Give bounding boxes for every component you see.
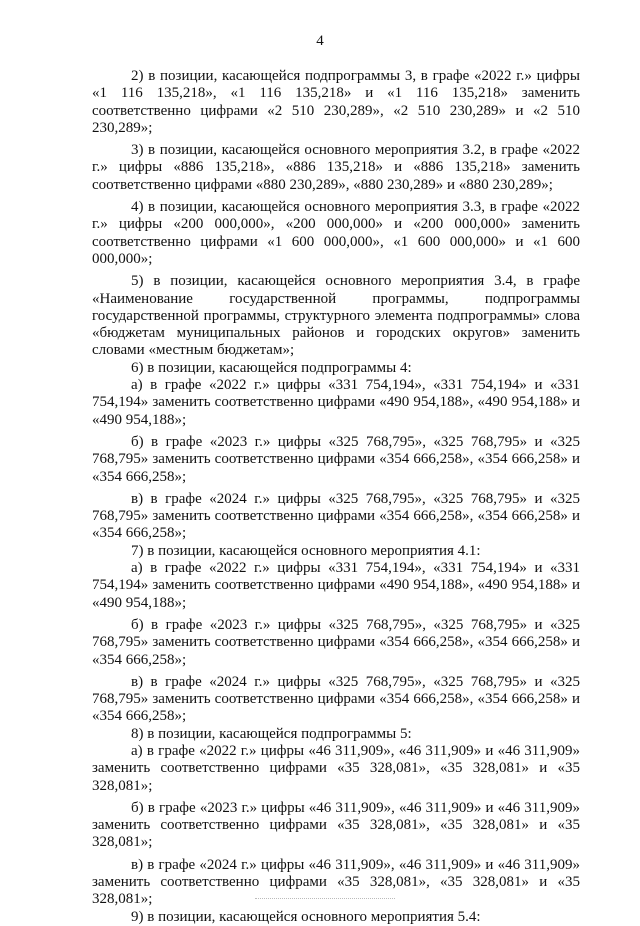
paragraph-item-7c: в) в графе «2024 г.» цифры «325 768,795», «325 768,795» и «325 768,795» заменить соответственно цифрами «354 666,258», «354 666,258» и «354 666,258»; <box>92 673 580 725</box>
paragraph-item-6b: б) в графе «2023 г.» цифры «325 768,795», «325 768,795» и «325 768,795» заменить соответственно цифрами «354 666,258», «354 666,258» и «354 666,258»; <box>92 433 580 485</box>
paragraph-item-4: 4) в позиции, касающейся основного мероприятия 3.3, в графе «2022 г.» цифры «200 000,000», «200 000,000» и «200 000,000» заменить соответственно цифрами «1 600 000,000», «1 600 000,000» и «1 600 000,000»; <box>92 199 580 267</box>
paragraph-item-9: 9) в позиции, касающейся основного мероприятия 5.4: <box>131 908 481 925</box>
paragraph-item-7a: а) в графе «2022 г.» цифры «331 754,194», «331 754,194» и «331 754,194» заменить соответственно цифрами «490 954,188», «490 954,188» и «490 954,188»; <box>92 560 580 611</box>
document-body <box>92 68 580 926</box>
paragraph-item-2: 2) в позиции, касающейся подпрограммы 3, в графе «2022 г.» цифры «1 116 135,218», «1 116 135,218» и «1 116 135,218» заменить соответственно цифрами «2 510 230,289», «2 510 230,289» и «2 510 230,289»; <box>92 68 580 136</box>
paragraph-item-8b: б) в графе «2023 г.» цифры «46 311,909», «46 311,909» и «46 311,909» заменить соответственно цифрами «35 328,081», «35 328,081» и «35 328,081»; <box>92 799 580 851</box>
paragraph-item-6c: в) в графе «2024 г.» цифры «325 768,795», «325 768,795» и «325 768,795» заменить соответственно цифрами «354 666,258», «354 666,258» и «354 666,258»; <box>92 490 580 542</box>
paragraph-item-8: 8) в позиции, касающейся подпрограммы 5: <box>131 725 412 742</box>
paragraph-item-3: 3) в позиции, касающейся основного мероприятия 3.2, в графе «2022 г.» цифры «886 135,218», «886 135,218» и «886 135,218» заменить соответственно цифрами «880 230,289», «880 230,289» и «880 230,289»; <box>92 142 580 193</box>
paragraph-item-6: 6) в позиции, касающейся подпрограммы 4: <box>131 359 412 376</box>
paragraph-item-6a: а) в графе «2022 г.» цифры «331 754,194», «331 754,194» и «331 754,194» заменить соответственно цифрами «490 954,188», «490 954,188» и «490 954,188»; <box>92 377 580 428</box>
paragraph-item-7: 7) в позиции, касающейся основного мероприятия 4.1: <box>131 542 481 559</box>
page-number: 4 <box>316 33 324 49</box>
paragraph-item-5: 5) в позиции, касающейся основного мероприятия 3.4, в графе «Наименование государственной программы, подпрограммы государственной программы, структурного элемента подпрограммы» слова «бюджетам муниципальных районов и городских округов» заменить словами «местным бюджетам»; <box>92 273 580 359</box>
paragraph-item-8c: в) в графе «2024 г.» цифры «46 311,909», «46 311,909» и «46 311,909» заменить соответственно цифрами «35 328,081», «35 328,081» и «35 328,081»; <box>92 856 580 908</box>
paragraph-item-8a: а) в графе «2022 г.» цифры «46 311,909», «46 311,909» и «46 311,909» заменить соответственно цифрами «35 328,081», «35 328,081» и «35 328,081»; <box>92 742 580 794</box>
scan-artifact-line <box>255 898 395 899</box>
paragraph-item-7b: б) в графе «2023 г.» цифры «325 768,795», «325 768,795» и «325 768,795» заменить соответственно цифрами «354 666,258», «354 666,258» и «354 666,258»; <box>92 616 580 668</box>
